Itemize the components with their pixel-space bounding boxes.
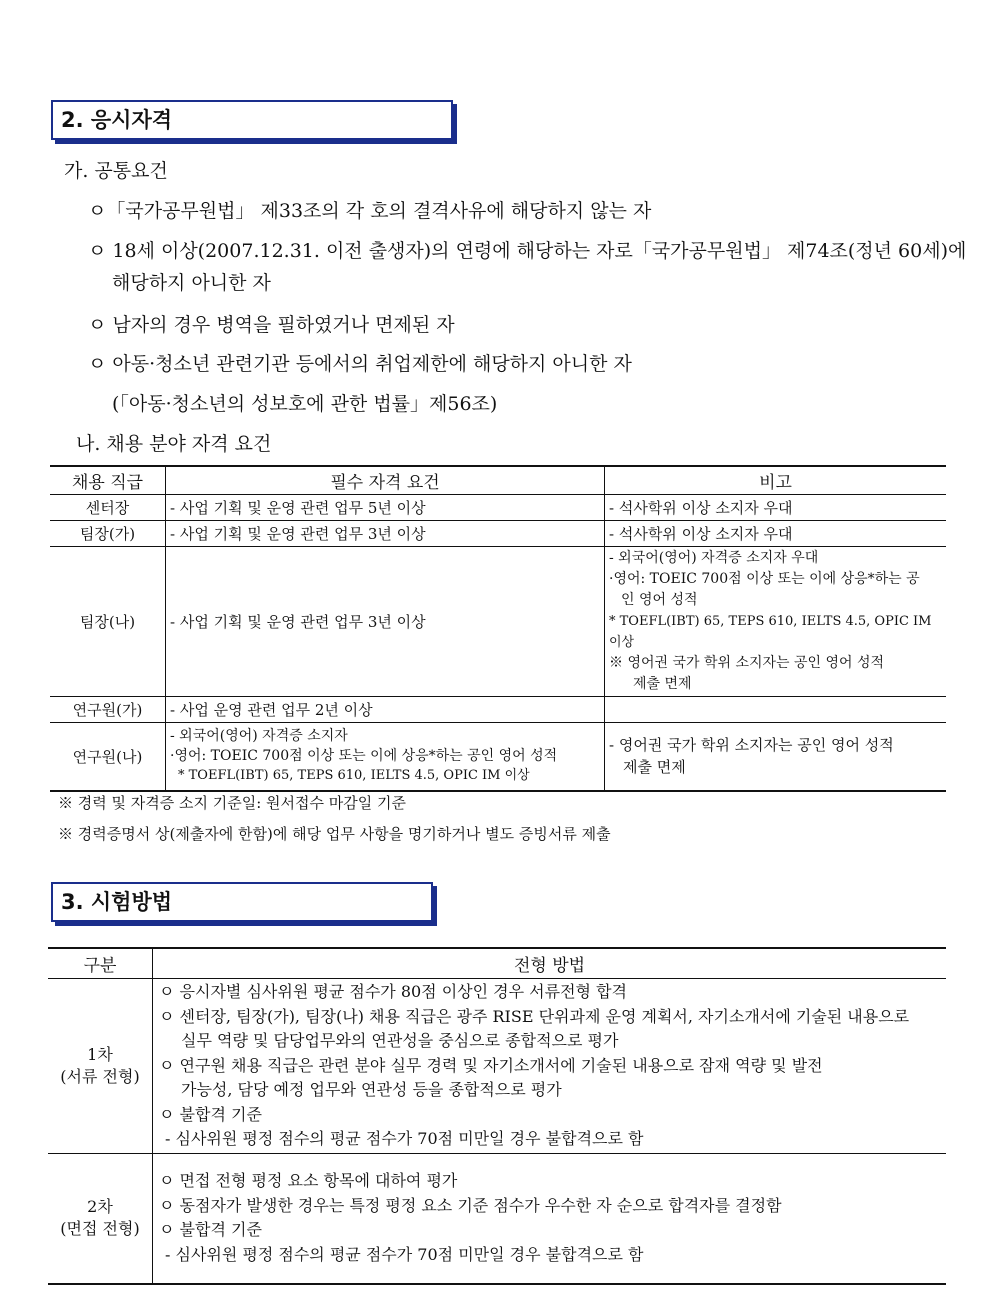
method-line: 실무 역량 및 담당업무와의 연관성을 중심으로 종합적으로 평가 [181, 1031, 619, 1050]
header-requirement: 필수 자격 요건 [166, 466, 605, 495]
header-category: 구분 [48, 948, 153, 979]
note-cell [605, 723, 947, 791]
bullet-military: ㅇ 남자의 경우 병역을 필하였거나 면제된 자 [88, 314, 455, 336]
stage-2-label: 2차 [87, 1197, 113, 1217]
stage-2-cell [48, 1153, 153, 1284]
note-cell: - 석사학위 이상 소지자 우대 [605, 521, 947, 547]
note-line: ※ 영어권 국가 학위 소지자는 공인 영어 성적 [609, 655, 885, 671]
stage-1-cell [48, 979, 153, 1154]
header-note: 비고 [605, 466, 947, 495]
requirement-cell: - 사업 기획 및 운영 관련 업무 3년 이상 [166, 521, 605, 547]
requirement-cell: - 사업 운영 관련 업무 2년 이상 [166, 697, 605, 723]
requirement-cell: - 사업 기획 및 운영 관련 업무 5년 이상 [166, 495, 605, 521]
field-requirements-heading: 나. 채용 분야 자격 요건 [76, 433, 272, 455]
bullet-disqualification: ㅇ「국가공무원법」 제33조의 각 호의 결격사유에 해당하지 않는 자 [88, 200, 652, 222]
stage-1-method-cell [153, 979, 947, 1154]
table-row [50, 495, 946, 521]
requirement-cell [166, 723, 605, 791]
note-line: - 외국어(영어) 자격증 소지자 우대 [609, 550, 819, 566]
table-row [50, 697, 946, 723]
footnote-reference-date: ※ 경력 및 자격증 소지 기준일: 원서접수 마감일 기준 [58, 794, 407, 812]
requirement-line: * TOEFL(IBT) 65, TEPS 610, IELTS 4.5, OPIC IM 이상 [178, 768, 530, 784]
method-line: ㅇ 불합격 기준 [159, 1104, 262, 1124]
header-grade: 채용 직급 [50, 466, 166, 495]
table-header-row [48, 948, 946, 979]
table-row [50, 723, 946, 791]
note-line: * TOEFL(IBT) 65, TEPS 610, IELTS 4.5, OPIC IM 이상 [609, 614, 932, 650]
header-method: 전형 방법 [153, 948, 947, 979]
requirements-table [50, 465, 946, 792]
method-line: ㅇ 면접 전형 평정 요소 항목에 대하여 평가 [159, 1171, 458, 1191]
stage-2-sublabel: (면접 전형) [60, 1219, 140, 1239]
stage-1-sublabel: (서류 전형) [60, 1066, 140, 1086]
method-line: ㅇ 동점자가 발생한 경우는 특정 평정 요소 기준 점수가 우수한 자 순으로 합격자를 결정함 [159, 1195, 782, 1215]
table-row [48, 979, 946, 1154]
bullet-employment-restriction: ㅇ 아동·청소년 관련기관 등에서의 취업제한에 해당하지 아니한 자 [88, 353, 632, 375]
section-2-title: 2. 응시자격 [51, 100, 453, 140]
grade-cell: 팀장(가) [50, 521, 166, 547]
method-line: ㅇ 응시자별 심사위원 평균 점수가 80점 이상인 경우 서류전형 합격 [159, 982, 627, 1001]
grade-cell: 센터장 [50, 495, 166, 521]
method-line: ㅇ 센터장, 팀장(가), 팀장(나) 채용 직급은 광주 RISE 단위과제 운영 계획서, 자기소개서에 기술된 내용으로 [159, 1006, 910, 1026]
table-row [50, 547, 946, 697]
section-3-title: 3. 시험방법 [51, 882, 433, 922]
table-header-row [50, 466, 946, 495]
grade-cell: 팀장(나) [50, 547, 166, 697]
method-line: 가능성, 담당 예정 업무와 연관성 등을 종합적으로 평가 [181, 1080, 562, 1099]
footnote-career-certificate: ※ 경력증명서 상(제출자에 한함)에 해당 업무 사항을 명기하거나 별도 증빙서류 제출 [58, 825, 611, 843]
note-line: ·영어: TOEIC 700점 이상 또는 이에 상응*하는 공 [609, 571, 920, 587]
note-line: 제출 면제 [633, 676, 692, 692]
bullet-age: ㅇ 18세 이상(2007.12.31. 이전 출생자)의 연령에 해당하는 자로「국가공무원법」 제74조(정년 60세)에 [88, 240, 967, 262]
table-row [48, 1153, 946, 1284]
method-line: ㅇ 연구원 채용 직급은 관련 분야 실무 경력 및 자기소개서에 기술된 내용으로 잠재 역량 및 발전 [159, 1055, 823, 1075]
common-requirements-heading: 가. 공통요건 [64, 160, 168, 182]
stage-1-label: 1차 [87, 1044, 113, 1064]
note-cell [605, 547, 947, 697]
method-line: - 심사위원 평정 점수의 평균 점수가 70점 미만일 경우 불합격으로 함 [165, 1129, 644, 1148]
method-line: - 심사위원 평정 점수의 평균 점수가 70점 미만일 경우 불합격으로 함 [165, 1244, 644, 1264]
note-line: - 영어권 국가 학위 소지자는 공인 영어 성적 [609, 736, 894, 755]
bullet-employment-restriction-cont: (「아동·청소년의 성보호에 관한 법률」제56조) [112, 393, 498, 415]
note-line: 제출 면제 [623, 758, 686, 777]
note-cell [605, 697, 947, 723]
exam-method-table [48, 947, 946, 1285]
note-cell: - 석사학위 이상 소지자 우대 [605, 495, 947, 521]
method-line: ㅇ 불합격 기준 [159, 1220, 262, 1240]
requirement-line: ·영어: TOEIC 700점 이상 또는 이에 상응*하는 공인 영어 성적 [170, 748, 558, 765]
grade-cell: 연구원(나) [50, 723, 166, 791]
bullet-age-cont: 해당하지 아니한 자 [112, 272, 271, 294]
requirement-cell: - 사업 기획 및 운영 관련 업무 3년 이상 [166, 547, 605, 697]
grade-cell: 연구원(가) [50, 697, 166, 723]
stage-2-method-cell [153, 1153, 947, 1284]
table-row [50, 521, 946, 547]
note-line: 인 영어 성적 [621, 592, 698, 608]
requirement-line: - 외국어(영어) 자격증 소지자 [170, 728, 348, 745]
